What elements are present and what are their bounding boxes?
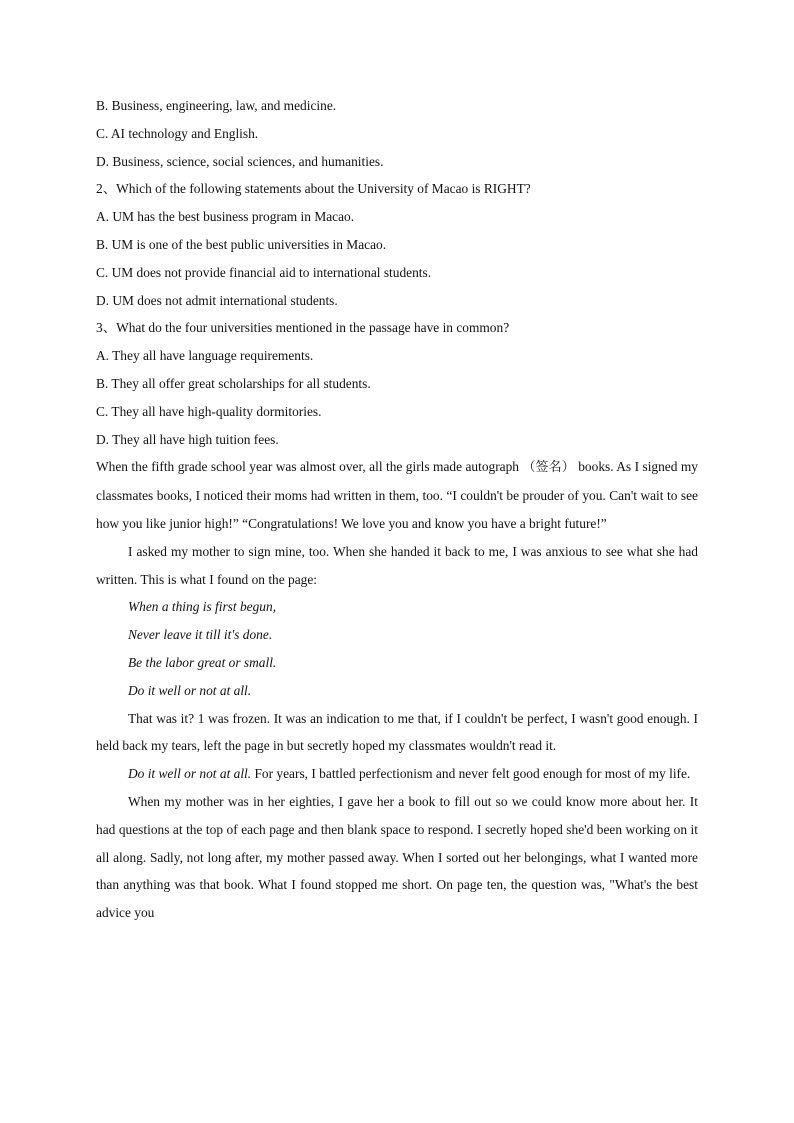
poem-line-1: When a thing is first begun, xyxy=(128,599,277,615)
q2-option-b: B. UM is one of the best public universities in Macao. xyxy=(96,236,387,252)
passage-p1-cjk-gloss: （签名） xyxy=(522,460,575,476)
passage-paragraph-4 xyxy=(96,760,698,788)
q2-option-c: C. UM does not provide financial aid to international students. xyxy=(96,264,432,280)
passage-paragraph-2: I asked my mother to sign mine, too. When she handed it back to me, I was anxious to see what she had written. This is what I found on the page: xyxy=(96,543,698,587)
document-page xyxy=(96,92,698,927)
passage-p4-rest: For years, I battled perfectionism and never felt good enough for most of my life. xyxy=(251,766,691,782)
passage-paragraph-1 xyxy=(96,453,698,537)
q3-option-d: D. They all have high tuition fees. xyxy=(96,431,279,447)
q3-option-a: A. They all have language requirements. xyxy=(96,348,314,364)
passage-p4-motto: Do it well or not at all. xyxy=(128,766,252,782)
q1-option-c: C. AI technology and English. xyxy=(96,125,259,141)
passage-paragraph-3: That was it? 1 was frozen. It was an indication to me that, if I couldn't be perfect, I wasn't good enough. I held back my tears, left the page in but secretly hoped my classmates wouldn't read it. xyxy=(96,710,698,754)
q3-option-b: B. They all offer great scholarships for all students. xyxy=(96,375,371,391)
q2-stem: 2、Which of the following statements about the University of Macao is RIGHT? xyxy=(96,181,531,197)
q3-option-c: C. They all have high-quality dormitories. xyxy=(96,403,322,419)
poem-line-2: Never leave it till it's done. xyxy=(128,627,273,643)
poem-line-3: Be the labor great or small. xyxy=(128,654,277,670)
q1-option-b: B. Business, engineering, law, and medicine. xyxy=(96,98,337,113)
q1-option-d: D. Business, science, social sciences, and humanities. xyxy=(96,153,384,169)
passage-p1-end: books. As I signed my classmates books, I noticed their moms had written in them, too. “I couldn't be prouder of you. Can't wait to see how you like junior high!” “Congratulations! We love you and know you have a bright future!” xyxy=(96,459,698,531)
q3-stem: 3、What do the four universities mentioned in the passage have in common? xyxy=(96,320,510,336)
q2-option-d: D. UM does not admit international students. xyxy=(96,292,338,308)
passage-paragraph-5: When my mother was in her eighties, I gave her a book to fill out so we could know more about her. It had questions at the top of each page and then blank space to respond. I secretly hoped she'd been working on it all along. Sadly, not long after, my mother passed away. When I sorted out her belongings, what I wanted more than anything was that book. What I found stopped me short. On page ten, the question was, "What's the best advice you xyxy=(96,793,698,921)
passage-p1-start: When the fifth grade school year was almost over, all the girls made autograph xyxy=(96,459,523,475)
poem-line-4: Do it well or not at all. xyxy=(128,682,252,698)
q2-option-a: A. UM has the best business program in Macao. xyxy=(96,209,355,225)
